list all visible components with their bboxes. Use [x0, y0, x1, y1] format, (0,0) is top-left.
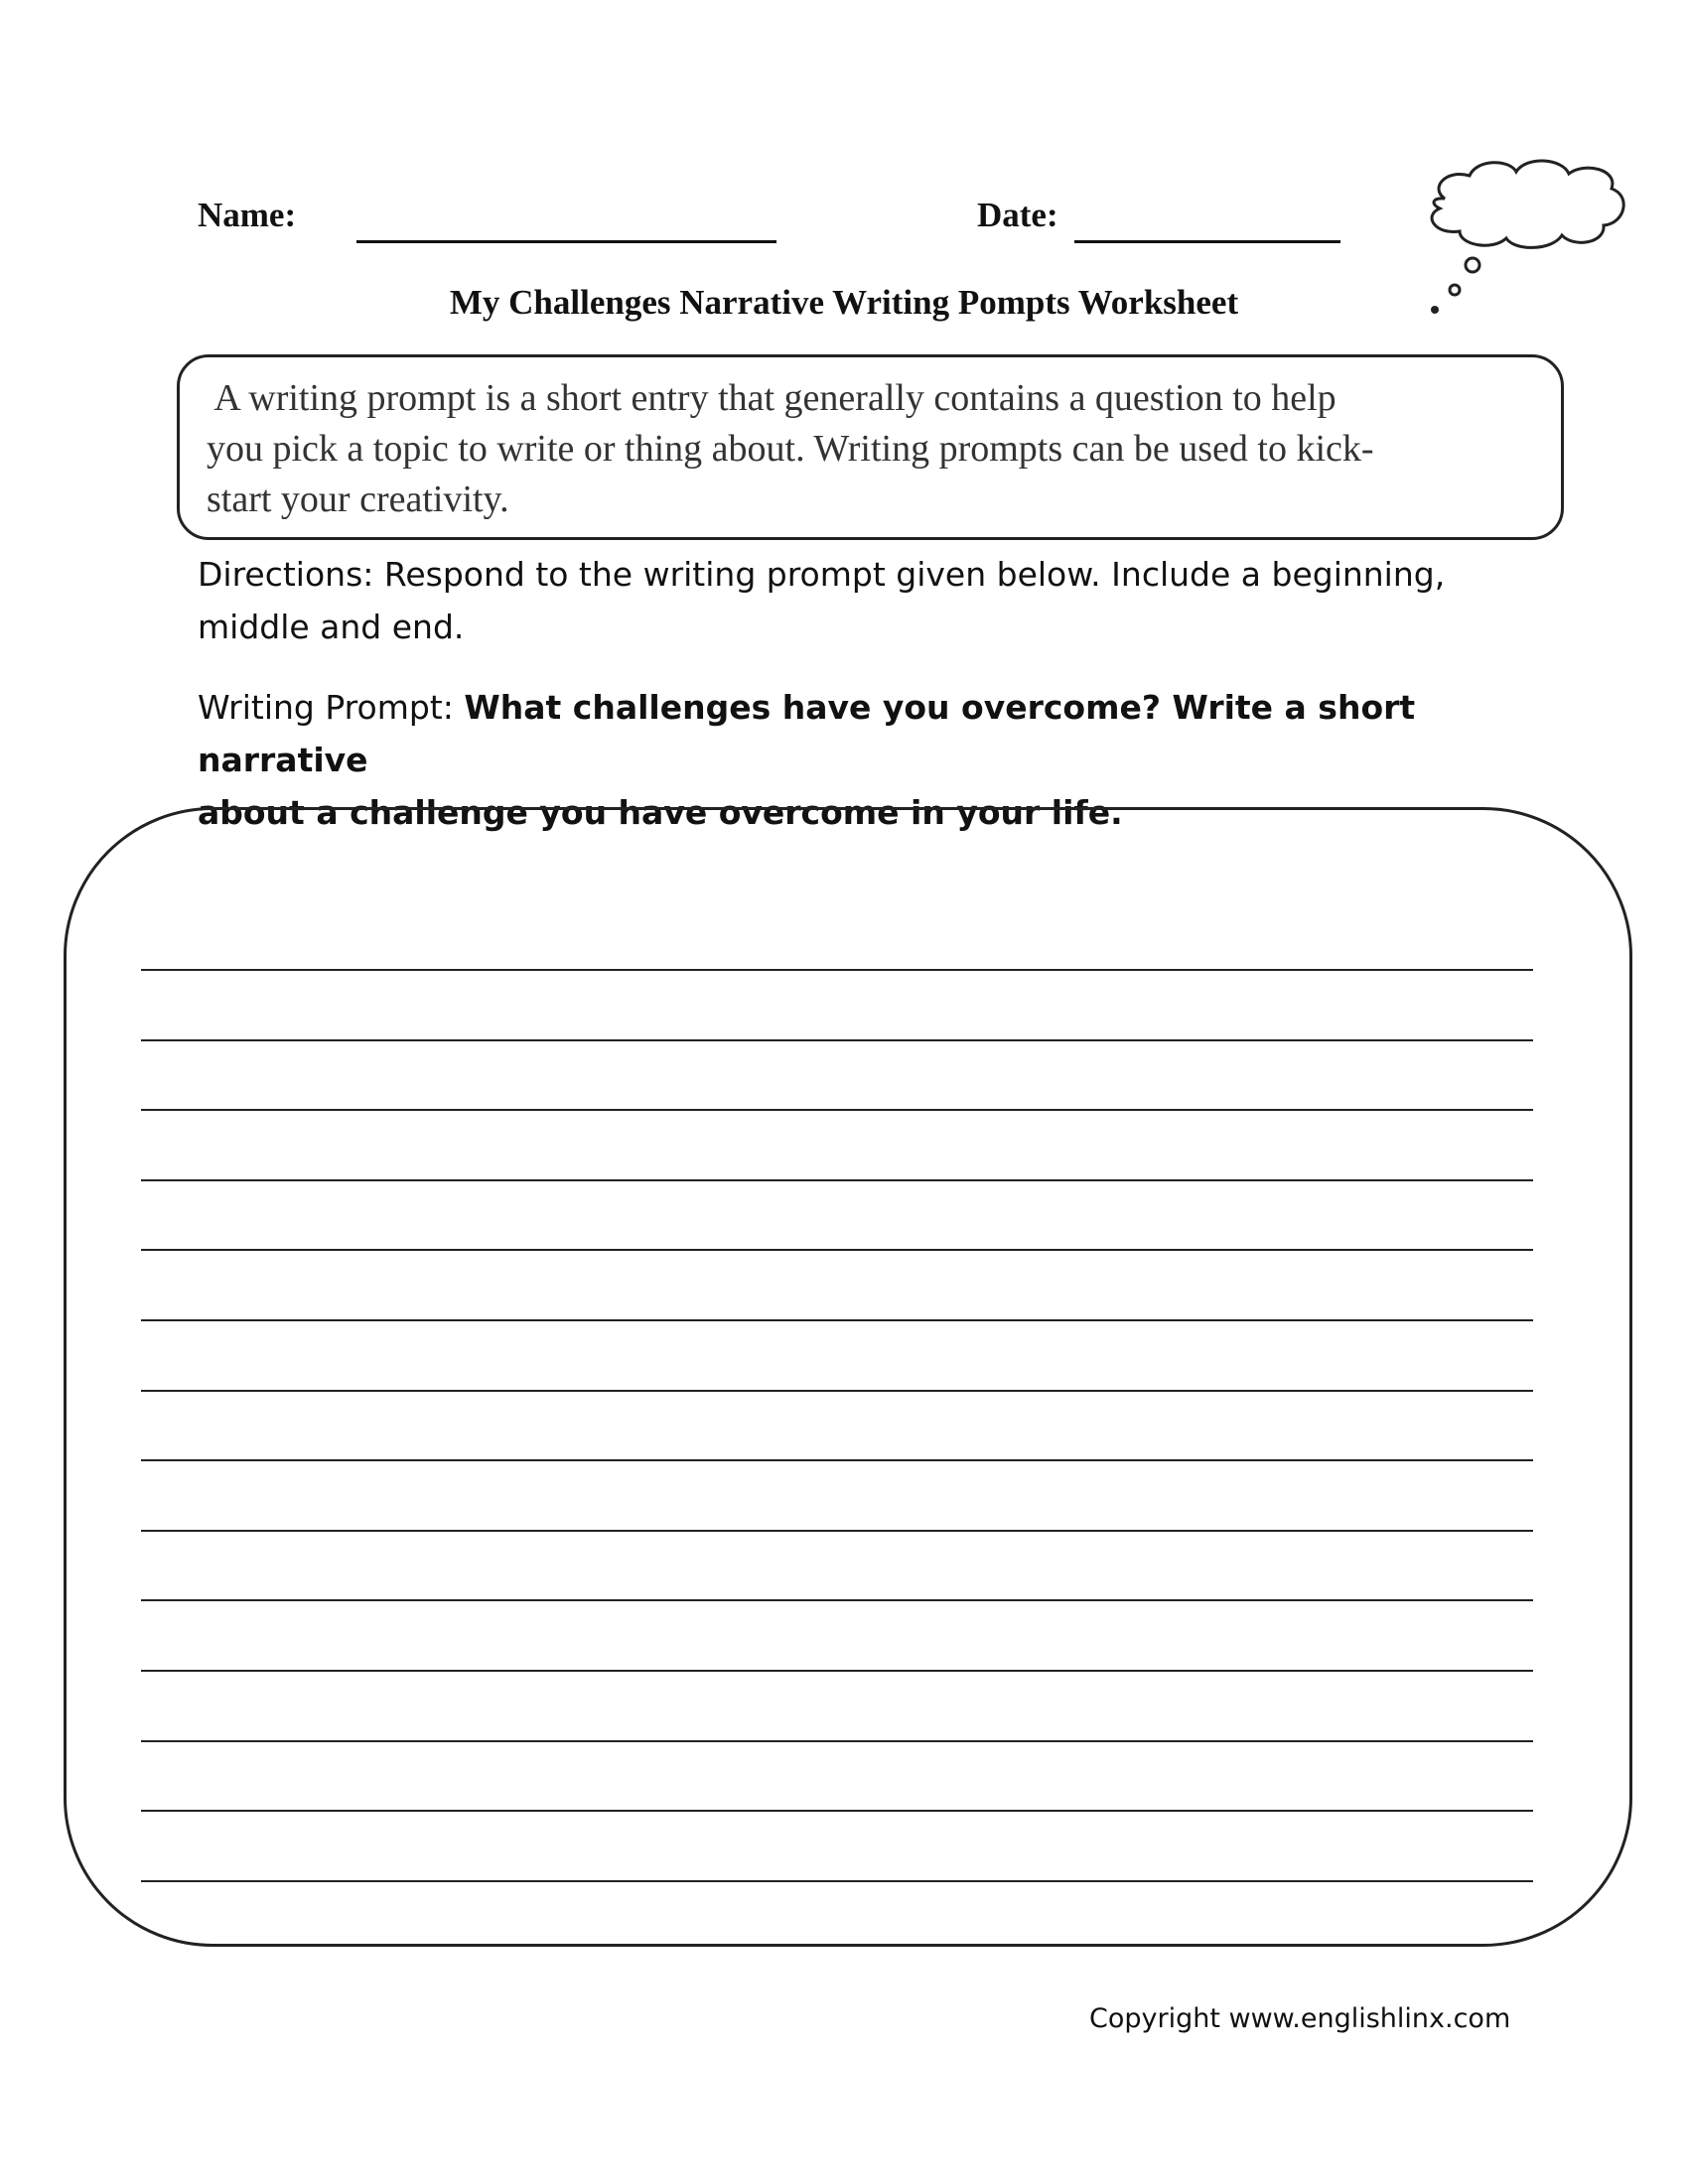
- page-title: My Challenges Narrative Writing Pompts Worksheet: [449, 283, 1239, 322]
- answer-line[interactable]: [141, 1249, 1533, 1251]
- answer-line[interactable]: [141, 1810, 1533, 1812]
- answer-line[interactable]: [141, 1670, 1533, 1672]
- answer-line[interactable]: [141, 1880, 1533, 1882]
- writing-prompt-label: Writing Prompt:: [198, 688, 465, 727]
- answer-line[interactable]: [141, 1390, 1533, 1392]
- writing-prompt-question: about a challenge you have overcome in your life.: [198, 793, 1123, 832]
- answer-box: [64, 807, 1632, 1947]
- directions-line: Directions: Respond to the writing prompt given below. Include a beginning,: [198, 555, 1446, 594]
- intro-line: start your creativity.: [207, 478, 509, 520]
- answer-line[interactable]: [141, 1319, 1533, 1321]
- answer-line[interactable]: [141, 1109, 1533, 1111]
- intro-line: A writing prompt is a short entry that generally contains a question to help: [207, 377, 1336, 419]
- date-label: Date:: [977, 196, 1058, 234]
- directions-line: middle and end.: [198, 608, 465, 646]
- answer-line[interactable]: [141, 1740, 1533, 1742]
- answer-line[interactable]: [141, 1530, 1533, 1532]
- copyright-text: Copyright www.englishlinx.com: [1089, 2003, 1511, 2034]
- writing-prompt-question: What challenges have you overcome? Write a short narrative: [198, 688, 1416, 779]
- intro-line: you pick a topic to write or thing about. Writing prompts can be used to kick-: [207, 428, 1374, 470]
- name-field[interactable]: [356, 240, 776, 243]
- answer-line[interactable]: [141, 1039, 1533, 1041]
- date-field[interactable]: [1074, 240, 1340, 243]
- answer-line[interactable]: [141, 1179, 1533, 1181]
- directions: [198, 548, 1488, 653]
- intro-text: [207, 373, 1547, 525]
- answer-line[interactable]: [141, 969, 1533, 971]
- answer-line[interactable]: [141, 1599, 1533, 1601]
- name-label: Name:: [198, 196, 297, 234]
- answer-line[interactable]: [141, 1459, 1533, 1461]
